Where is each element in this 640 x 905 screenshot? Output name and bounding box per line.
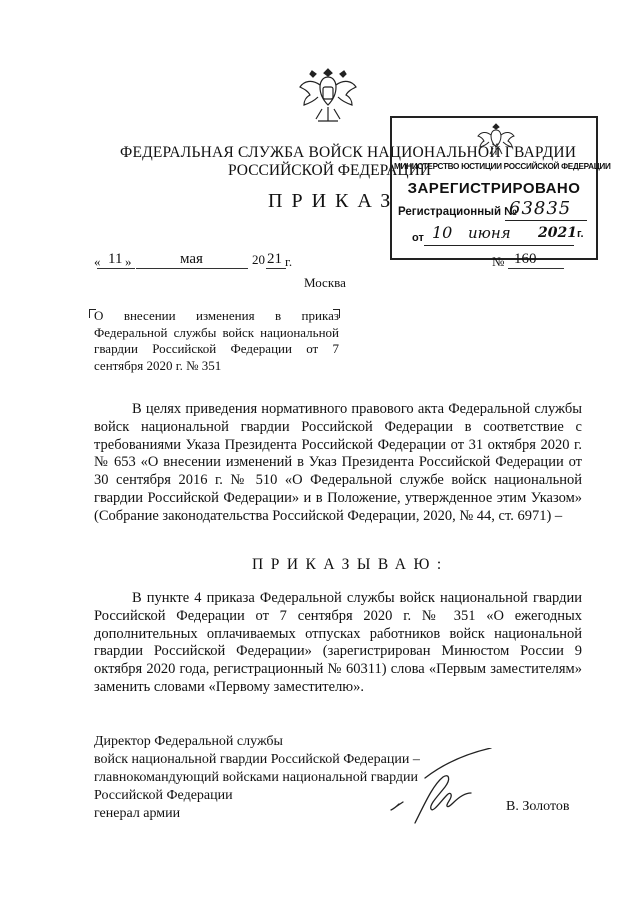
preamble-paragraph: В целях приведения нормативного правового акта Федеральной службы войск национальной гвардии Российской Федерации в соответствие с требованиями Указа Президента Российской Федерации от 31 октября 2020 г. № 653 «О внесении изменений в Указ Президента Российской Федерации от 30 сентября 2016 г. № 510 «О Федеральной службе войск национальной гвардии Российской Федерации» и в Положение, утвержденное этим Указом» (Собрание законодательства Российской Федерации, 2020, № 44, ст. 6971) – (94, 401, 582, 524)
stamp-month: июня (468, 224, 511, 242)
city: Москва (304, 275, 346, 290)
order-subject: О внесении изменения в приказ Федеральной службы войск национальной гвардии Российской Федерации от 7 сентября 2020 г. № 351 (94, 308, 339, 373)
handwritten-signature (385, 748, 495, 828)
order-number: 160 (514, 251, 537, 267)
stamp-status: ЗАРЕГИСТРИРОВАНО (407, 180, 581, 197)
month-underline (136, 268, 248, 269)
stamp-reg-label: Регистрационный № (398, 206, 518, 218)
signatory-line5: генерал армии (94, 806, 181, 821)
signatory-line1: Директор Федеральной службы (94, 734, 283, 749)
number-underline (508, 268, 564, 269)
stamp-year: 2021г. (538, 225, 584, 241)
order-year-suffix: г. (285, 254, 293, 269)
registration-stamp (390, 116, 611, 260)
signatory-line3: главнокомандующий войсками национальной гвардии (94, 770, 419, 785)
stamp-day: 10 (432, 223, 453, 242)
order-month: мая (180, 251, 203, 267)
stamp-number-underline (505, 220, 587, 221)
stamp-emblem-icon (476, 121, 516, 157)
date-quote-close: » (125, 254, 132, 269)
order-day: 11 (108, 251, 123, 267)
date-quote-open: « (94, 254, 101, 269)
day-underline (97, 268, 135, 269)
agency-name-line1: ФЕДЕРАЛЬНАЯ СЛУЖБА ВОЙСК НАЦИОНАЛЬНОЙ ГВАРДИИ (120, 144, 577, 161)
signatory-line4: Российской Федерации (94, 788, 233, 803)
year-underline (266, 268, 286, 269)
signatory-title (94, 733, 420, 823)
stamp-date-underline (424, 245, 574, 246)
agency-name-line2: РОССИЙСКОЙ ФЕДЕРАЦИИ (228, 162, 431, 179)
signatory-name: В. Золотов (506, 799, 570, 814)
stamp-ministry-name: МИНИСТЕРСТВО ЮСТИЦИИ РОССИЙСКОЙ ФЕДЕРАЦИИ (394, 162, 611, 171)
order-year: 21 (267, 251, 282, 267)
coat-of-arms-icon (298, 63, 358, 129)
document-title: ПРИКАЗ (268, 190, 400, 212)
order-paragraph: В пункте 4 приказа Федеральной службы войск национальной гвардии Российской Федерации от 7 сентября 2020 г. № 351 «О ежегодных дополнительных оплачиваемых отпусках работников войск национальной гвардии Российской Федерации» (зарегистрирован Минюстом России 9 октября 2020 года, регистрационный № 60311) слова «Первым заместителям» заменить словами «Первому заместителю». (94, 590, 582, 695)
order-number-label: № (492, 254, 505, 269)
order-heading: ПРИКАЗЫВАЮ: (252, 556, 449, 573)
order-year-prefix: 20 (252, 252, 265, 267)
stamp-reg-number: 63835 (509, 198, 572, 219)
stamp-date-prefix: от (412, 232, 424, 244)
signatory-line2: войск национальной гвардии Российской Федерации – (94, 752, 420, 767)
